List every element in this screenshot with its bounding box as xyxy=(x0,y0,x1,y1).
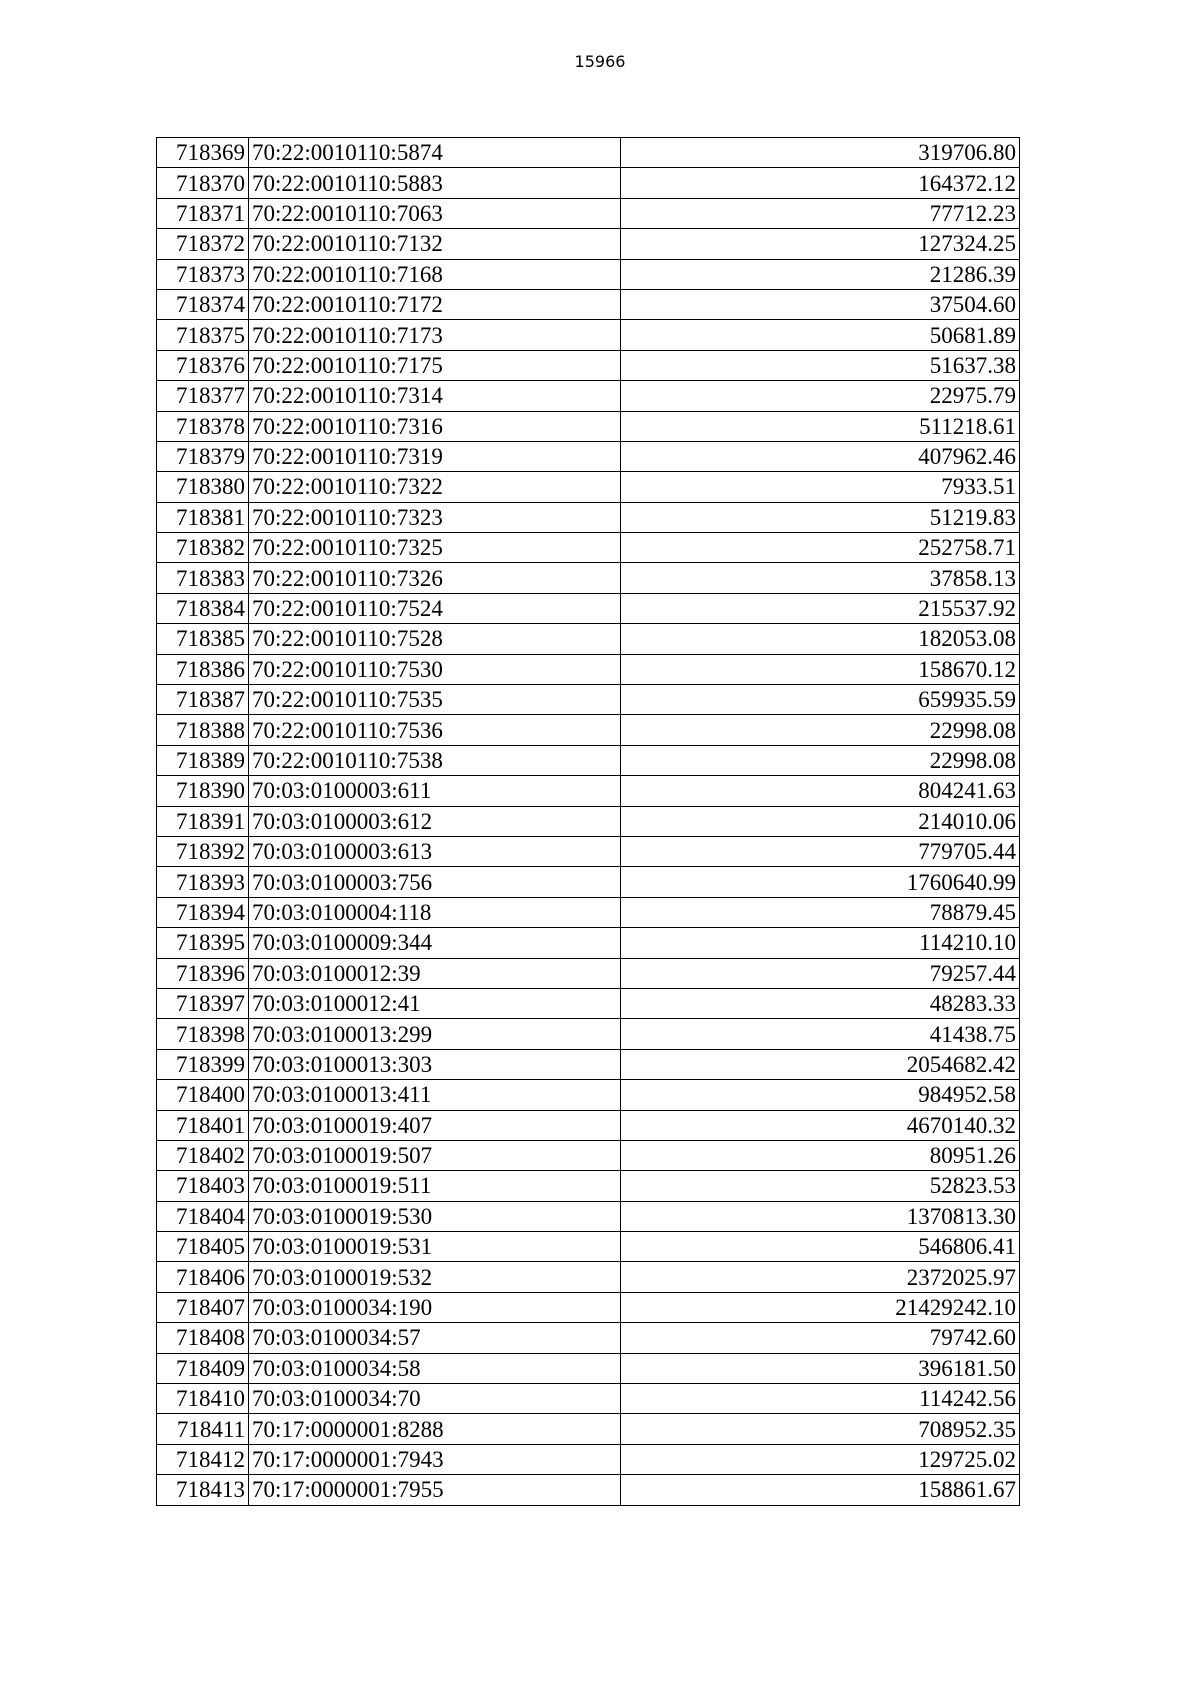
cadastral-value-cell: 80951.26 xyxy=(621,1140,1020,1170)
table-row xyxy=(157,563,1020,593)
row-number-cell: 718374 xyxy=(157,289,249,319)
row-number-cell: 718397 xyxy=(157,988,249,1018)
cadastral-number-cell: 70:22:0010110:5874 xyxy=(249,138,621,168)
table-row xyxy=(157,624,1020,654)
table-row xyxy=(157,806,1020,836)
table-row xyxy=(157,685,1020,715)
cadastral-number-cell: 70:22:0010110:7172 xyxy=(249,289,621,319)
row-number-cell: 718412 xyxy=(157,1444,249,1474)
cadastral-number-cell: 70:22:0010110:5883 xyxy=(249,168,621,198)
cadastral-value-cell: 158670.12 xyxy=(621,654,1020,684)
cadastral-value-cell: 50681.89 xyxy=(621,320,1020,350)
table-row xyxy=(157,1384,1020,1414)
table-row xyxy=(157,928,1020,958)
cadastral-number-cell: 70:03:0100003:756 xyxy=(249,867,621,897)
cadastral-value-cell: 546806.41 xyxy=(621,1232,1020,1262)
table-row xyxy=(157,1262,1020,1292)
cadastral-number-cell: 70:03:0100034:190 xyxy=(249,1292,621,1322)
cadastral-value-cell: 511218.61 xyxy=(621,411,1020,441)
row-number-cell: 718410 xyxy=(157,1384,249,1414)
cadastral-value-cell: 52823.53 xyxy=(621,1171,1020,1201)
cadastral-number-cell: 70:22:0010110:7323 xyxy=(249,502,621,532)
cadastral-number-cell: 70:22:0010110:7538 xyxy=(249,745,621,775)
row-number-cell: 718409 xyxy=(157,1353,249,1383)
table-row xyxy=(157,502,1020,532)
cadastral-number-cell: 70:03:0100019:530 xyxy=(249,1201,621,1231)
cadastral-value-cell: 37858.13 xyxy=(621,563,1020,593)
row-number-cell: 718371 xyxy=(157,198,249,228)
table-row xyxy=(157,1323,1020,1353)
cadastral-number-cell: 70:17:0000001:8288 xyxy=(249,1414,621,1444)
cadastral-value-cell: 78879.45 xyxy=(621,897,1020,927)
table-row xyxy=(157,320,1020,350)
cadastral-value-cell: 22998.08 xyxy=(621,715,1020,745)
cadastral-number-cell: 70:03:0100019:531 xyxy=(249,1232,621,1262)
cadastral-value-cell: 37504.60 xyxy=(621,289,1020,319)
row-number-cell: 718411 xyxy=(157,1414,249,1444)
row-number-cell: 718379 xyxy=(157,441,249,471)
cadastral-value-cell: 1370813.30 xyxy=(621,1201,1020,1231)
cadastral-value-cell: 2372025.97 xyxy=(621,1262,1020,1292)
row-number-cell: 718405 xyxy=(157,1232,249,1262)
cadastral-value-cell: 252758.71 xyxy=(621,533,1020,563)
table-row xyxy=(157,1444,1020,1474)
table-row xyxy=(157,289,1020,319)
cadastral-number-cell: 70:03:0100019:532 xyxy=(249,1262,621,1292)
table-row xyxy=(157,988,1020,1018)
row-number-cell: 718394 xyxy=(157,897,249,927)
cadastral-number-cell: 70:22:0010110:7132 xyxy=(249,229,621,259)
row-number-cell: 718407 xyxy=(157,1292,249,1322)
row-number-cell: 718380 xyxy=(157,472,249,502)
table-row xyxy=(157,533,1020,563)
cadastral-number-cell: 70:22:0010110:7530 xyxy=(249,654,621,684)
row-number-cell: 718392 xyxy=(157,836,249,866)
cadastral-number-cell: 70:22:0010110:7175 xyxy=(249,350,621,380)
row-number-cell: 718381 xyxy=(157,502,249,532)
row-number-cell: 718377 xyxy=(157,381,249,411)
row-number-cell: 718383 xyxy=(157,563,249,593)
cadastral-number-cell: 70:22:0010110:7536 xyxy=(249,715,621,745)
row-number-cell: 718399 xyxy=(157,1049,249,1079)
row-number-cell: 718401 xyxy=(157,1110,249,1140)
row-number-cell: 718408 xyxy=(157,1323,249,1353)
cadastral-value-cell: 4670140.32 xyxy=(621,1110,1020,1140)
row-number-cell: 718391 xyxy=(157,806,249,836)
cadastral-number-cell: 70:03:0100009:344 xyxy=(249,928,621,958)
table-row xyxy=(157,229,1020,259)
cadastral-value-cell: 48283.33 xyxy=(621,988,1020,1018)
cadastral-value-cell: 77712.23 xyxy=(621,198,1020,228)
cadastral-value-cell: 319706.80 xyxy=(621,138,1020,168)
cadastral-number-cell: 70:22:0010110:7314 xyxy=(249,381,621,411)
row-number-cell: 718378 xyxy=(157,411,249,441)
table-row xyxy=(157,1232,1020,1262)
cadastral-value-cell: 41438.75 xyxy=(621,1019,1020,1049)
row-number-cell: 718384 xyxy=(157,593,249,623)
table-row xyxy=(157,198,1020,228)
cadastral-value-cell: 1760640.99 xyxy=(621,867,1020,897)
cadastral-value-cell: 129725.02 xyxy=(621,1444,1020,1474)
cadastral-value-cell: 21429242.10 xyxy=(621,1292,1020,1322)
cadastral-value-cell: 79742.60 xyxy=(621,1323,1020,1353)
row-number-cell: 718400 xyxy=(157,1080,249,1110)
row-number-cell: 718403 xyxy=(157,1171,249,1201)
cadastral-number-cell: 70:17:0000001:7943 xyxy=(249,1444,621,1474)
cadastral-number-cell: 70:03:0100013:303 xyxy=(249,1049,621,1079)
cadastral-number-cell: 70:03:0100003:611 xyxy=(249,776,621,806)
table-row xyxy=(157,1019,1020,1049)
cadastral-number-cell: 70:03:0100034:57 xyxy=(249,1323,621,1353)
cadastral-value-cell: 2054682.42 xyxy=(621,1049,1020,1079)
cadastral-value-table xyxy=(156,137,1020,1506)
page-number: 15966 xyxy=(574,52,626,71)
cadastral-number-cell: 70:22:0010110:7168 xyxy=(249,259,621,289)
cadastral-number-cell: 70:22:0010110:7524 xyxy=(249,593,621,623)
cadastral-number-cell: 70:03:0100019:407 xyxy=(249,1110,621,1140)
cadastral-value-cell: 21286.39 xyxy=(621,259,1020,289)
cadastral-value-cell: 51219.83 xyxy=(621,502,1020,532)
cadastral-number-cell: 70:03:0100003:613 xyxy=(249,836,621,866)
row-number-cell: 718404 xyxy=(157,1201,249,1231)
row-number-cell: 718413 xyxy=(157,1475,249,1505)
cadastral-value-cell: 79257.44 xyxy=(621,958,1020,988)
table-row xyxy=(157,1475,1020,1505)
cadastral-number-cell: 70:22:0010110:7316 xyxy=(249,411,621,441)
table-body xyxy=(157,138,1020,1506)
row-number-cell: 718369 xyxy=(157,138,249,168)
row-number-cell: 718395 xyxy=(157,928,249,958)
row-number-cell: 718382 xyxy=(157,533,249,563)
cadastral-value-cell: 164372.12 xyxy=(621,168,1020,198)
cadastral-value-cell: 779705.44 xyxy=(621,836,1020,866)
table-row xyxy=(157,472,1020,502)
table-row xyxy=(157,1110,1020,1140)
cadastral-value-cell: 114242.56 xyxy=(621,1384,1020,1414)
row-number-cell: 718375 xyxy=(157,320,249,350)
row-number-cell: 718376 xyxy=(157,350,249,380)
table-row xyxy=(157,411,1020,441)
cadastral-value-cell: 659935.59 xyxy=(621,685,1020,715)
cadastral-number-cell: 70:22:0010110:7535 xyxy=(249,685,621,715)
table-row xyxy=(157,1201,1020,1231)
table-row xyxy=(157,1292,1020,1322)
table-row xyxy=(157,867,1020,897)
table-row xyxy=(157,1049,1020,1079)
table-row xyxy=(157,1414,1020,1444)
cadastral-value-cell: 396181.50 xyxy=(621,1353,1020,1383)
table-row xyxy=(157,593,1020,623)
table-row xyxy=(157,836,1020,866)
cadastral-value-cell: 7933.51 xyxy=(621,472,1020,502)
table-row xyxy=(157,441,1020,471)
cadastral-number-cell: 70:22:0010110:7325 xyxy=(249,533,621,563)
cadastral-value-cell: 127324.25 xyxy=(621,229,1020,259)
table-row xyxy=(157,259,1020,289)
cadastral-value-cell: 158861.67 xyxy=(621,1475,1020,1505)
cadastral-number-cell: 70:17:0000001:7955 xyxy=(249,1475,621,1505)
cadastral-number-cell: 70:03:0100003:612 xyxy=(249,806,621,836)
row-number-cell: 718386 xyxy=(157,654,249,684)
cadastral-number-cell: 70:22:0010110:7322 xyxy=(249,472,621,502)
cadastral-value-cell: 984952.58 xyxy=(621,1080,1020,1110)
table-row xyxy=(157,168,1020,198)
table-row xyxy=(157,776,1020,806)
table-row xyxy=(157,654,1020,684)
cadastral-number-cell: 70:03:0100012:39 xyxy=(249,958,621,988)
row-number-cell: 718406 xyxy=(157,1262,249,1292)
cadastral-value-cell: 114210.10 xyxy=(621,928,1020,958)
table-row xyxy=(157,1171,1020,1201)
cadastral-value-cell: 51637.38 xyxy=(621,350,1020,380)
cadastral-value-cell: 708952.35 xyxy=(621,1414,1020,1444)
cadastral-number-cell: 70:03:0100012:41 xyxy=(249,988,621,1018)
cadastral-number-cell: 70:22:0010110:7528 xyxy=(249,624,621,654)
cadastral-number-cell: 70:03:0100004:118 xyxy=(249,897,621,927)
row-number-cell: 718388 xyxy=(157,715,249,745)
table-row xyxy=(157,897,1020,927)
table-row xyxy=(157,1353,1020,1383)
table-row xyxy=(157,1140,1020,1170)
row-number-cell: 718370 xyxy=(157,168,249,198)
cadastral-number-cell: 70:03:0100034:70 xyxy=(249,1384,621,1414)
table-row xyxy=(157,715,1020,745)
table-row xyxy=(157,1080,1020,1110)
cadastral-value-cell: 22975.79 xyxy=(621,381,1020,411)
row-number-cell: 718402 xyxy=(157,1140,249,1170)
row-number-cell: 718372 xyxy=(157,229,249,259)
row-number-cell: 718387 xyxy=(157,685,249,715)
cadastral-value-cell: 804241.63 xyxy=(621,776,1020,806)
cadastral-value-cell: 215537.92 xyxy=(621,593,1020,623)
cadastral-value-cell: 22998.08 xyxy=(621,745,1020,775)
row-number-cell: 718396 xyxy=(157,958,249,988)
cadastral-number-cell: 70:03:0100019:511 xyxy=(249,1171,621,1201)
table-row xyxy=(157,350,1020,380)
row-number-cell: 718390 xyxy=(157,776,249,806)
cadastral-number-cell: 70:03:0100019:507 xyxy=(249,1140,621,1170)
cadastral-number-cell: 70:22:0010110:7173 xyxy=(249,320,621,350)
row-number-cell: 718393 xyxy=(157,867,249,897)
cadastral-value-cell: 407962.46 xyxy=(621,441,1020,471)
cadastral-value-cell: 182053.08 xyxy=(621,624,1020,654)
cadastral-number-cell: 70:22:0010110:7063 xyxy=(249,198,621,228)
row-number-cell: 718398 xyxy=(157,1019,249,1049)
row-number-cell: 718389 xyxy=(157,745,249,775)
cadastral-number-cell: 70:03:0100013:299 xyxy=(249,1019,621,1049)
table-row xyxy=(157,138,1020,168)
table-row xyxy=(157,381,1020,411)
cadastral-value-cell: 214010.06 xyxy=(621,806,1020,836)
cadastral-number-cell: 70:22:0010110:7319 xyxy=(249,441,621,471)
cadastral-number-cell: 70:03:0100013:411 xyxy=(249,1080,621,1110)
cadastral-number-cell: 70:22:0010110:7326 xyxy=(249,563,621,593)
table-row xyxy=(157,745,1020,775)
row-number-cell: 718385 xyxy=(157,624,249,654)
cadastral-number-cell: 70:03:0100034:58 xyxy=(249,1353,621,1383)
row-number-cell: 718373 xyxy=(157,259,249,289)
table-row xyxy=(157,958,1020,988)
